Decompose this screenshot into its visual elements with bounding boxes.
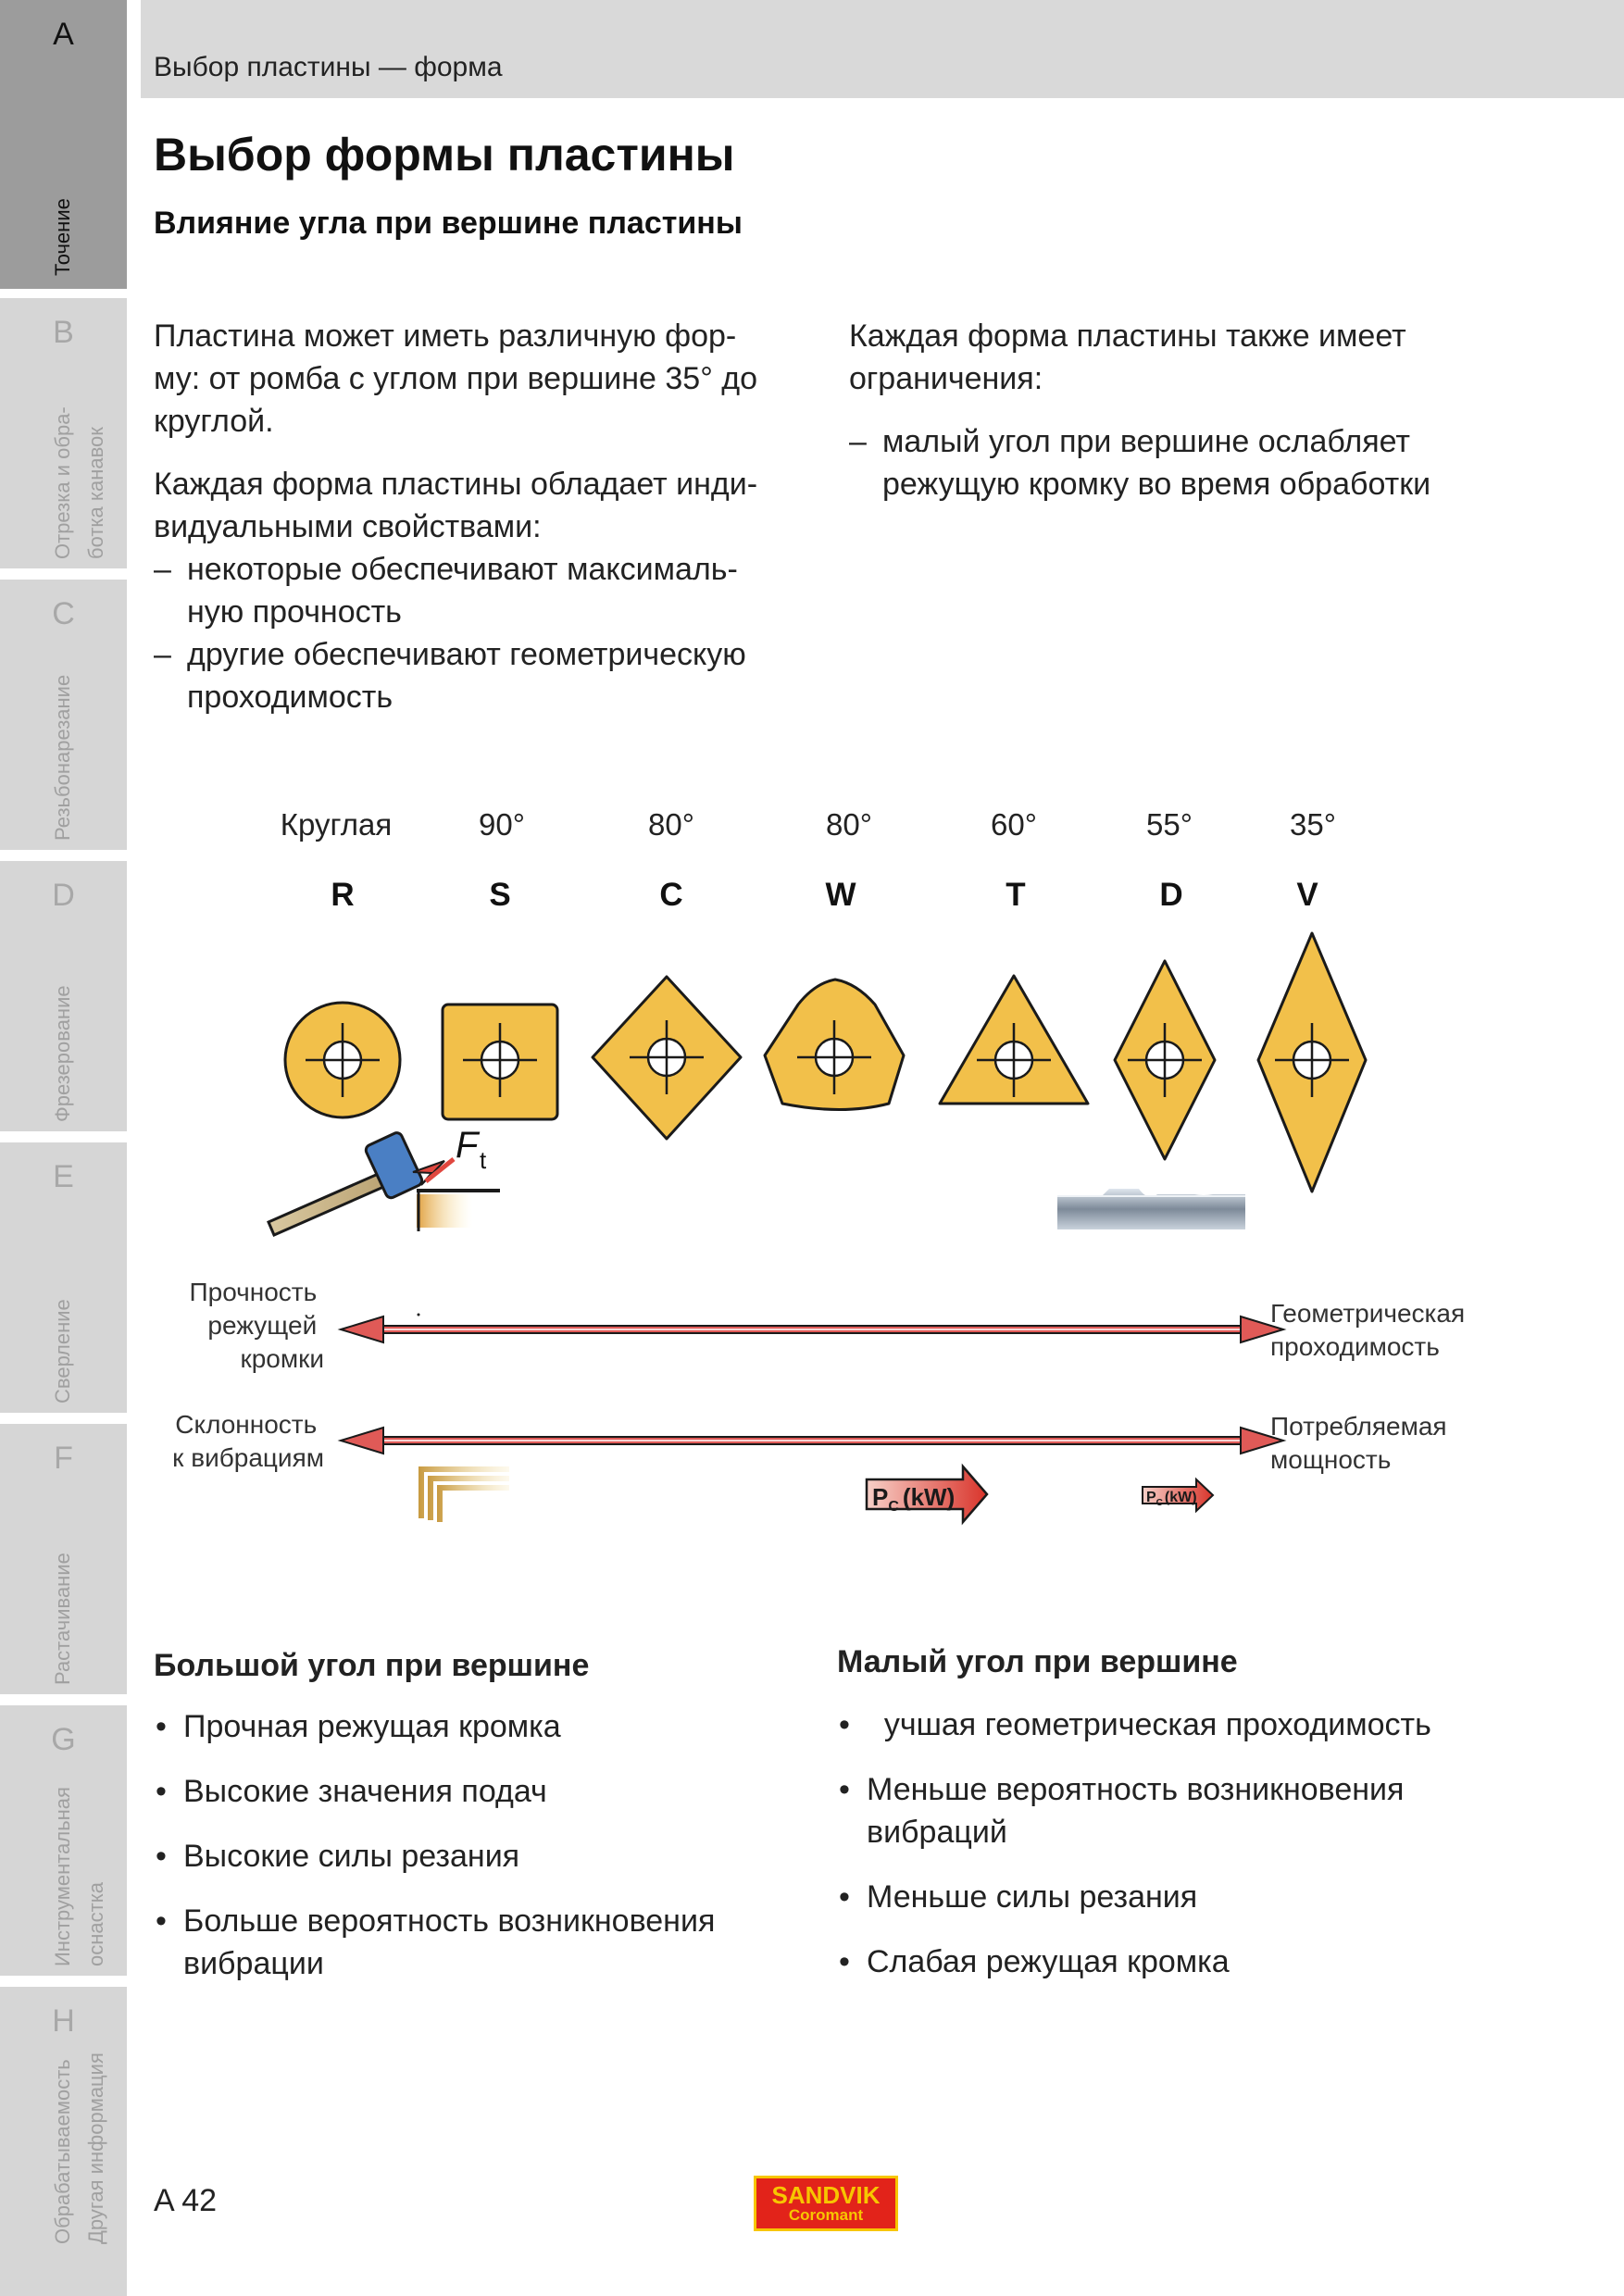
tab-letter: D [52,878,75,913]
shape-code-label: S [489,877,511,913]
large-angle-list [154,1705,802,2007]
dash-list-item: – другие обеспечивают геометрическую проходимость [154,633,820,718]
shape-code-label: D [1159,877,1183,913]
shape-angle-label: 90° [479,807,525,842]
shape-angle-label: 35° [1290,807,1336,842]
tab-letter: A [53,17,74,52]
intro-paragraph: Пластина может иметь различную фор- му: от ромба с углом при вершине 35° до круглой. [154,318,758,439]
tab-label: Резьбонарезание [51,674,74,841]
dash-list-item: – малый угол при вершине ослабляет режущую кромку во время обработки [849,420,1516,505]
list-item: • Высокие силы резания [154,1835,802,1878]
shape-code-label: R [331,877,355,913]
shaft-illustration [1057,1189,1245,1229]
sidebar-tab-g[interactable] [0,1705,127,1976]
vibration-vs-power-arrow [341,1428,1283,1454]
small-angle-list [837,1703,1522,2005]
sidebar-tab-c[interactable] [0,580,127,850]
list-item: • Слабая режущая кромка [837,1940,1522,1983]
shape-code-label: W [825,877,856,913]
intro-right-column [849,315,1516,505]
chapter-sidebar [0,0,127,2296]
force-subscript: t [480,1146,487,1174]
intro-paragraph: Каждая форма пластины также имеет ограничения: [849,318,1406,396]
svg-text:PC(kW): $P_C$ (kW) [1146,1490,1197,1508]
sidebar-tab-b[interactable] [0,298,127,568]
list-item: • Прочная режущая кромка [154,1705,802,1748]
list-item: • учшая геометрическая проходимость [837,1703,1522,1746]
list-item: • Меньше силы резания [837,1876,1522,1918]
hammer-illustration [269,1125,500,1235]
insert-shape-diagram [139,778,1528,1537]
shape-angle-label: 80° [648,807,694,842]
list-item: • Больше вероятность возникновения вибрации [154,1900,802,1985]
sidebar-tab-h[interactable] [0,1987,127,2296]
tab-label: Обрабатываемость Другая информация [51,2053,107,2244]
power-arrow-large [867,1466,987,1522]
intro-paragraph: Каждая форма пластины обладает инди- видуальными свойствами: [154,467,758,544]
tab-label: Точение [51,198,74,276]
tab-letter: G [51,1722,76,1757]
svg-text:PC(kW): $P_C$ (kW) [872,1483,956,1515]
vibration-chip-illustration [418,1466,509,1522]
arrow-label-power: Потребляемая мощность [1270,1412,1447,1474]
sidebar-tab-f[interactable] [0,1424,127,1694]
header-band [141,0,1624,98]
shape-code-label: T [1006,877,1026,913]
page-number: A 42 [154,2183,218,2218]
dash-list-item: – некоторые обеспечивают максималь- ную прочность [154,548,820,633]
shape-code-label: C [659,877,683,913]
shape-angle-label: Круглая [280,807,393,842]
arrow-label-strength: Прочность режущей кромки [189,1278,324,1373]
tab-label: Инструментальная оснастка [51,1787,107,1966]
tab-letter: H [52,2003,75,2039]
sidebar-tab-e[interactable] [0,1142,127,1413]
breadcrumb: Выбор пластины — форма [154,52,503,82]
force-label: F [456,1125,479,1166]
tab-letter: C [52,596,75,631]
power-arrow-small [1143,1479,1213,1511]
shape-angle-label: 60° [991,807,1037,842]
tab-label: Фрезерование [51,985,74,1122]
intro-left-column [154,315,820,718]
tab-letter: F [54,1441,73,1476]
list-item: • Высокие значения подач [154,1770,802,1813]
tab-letter: B [53,315,74,350]
tab-letter: E [53,1159,74,1194]
tab-label: Отрезка и обра- ботка канавок [51,406,107,559]
list-item: • Меньше вероятность возникновения вибраций [837,1768,1522,1853]
small-angle-heading: Малый угол при вершине [837,1644,1238,1679]
large-angle-heading: Большой угол при вершине [154,1648,590,1683]
shape-angle-label: 55° [1146,807,1193,842]
arrow-label-accessibility: Геометрическая проходимость [1270,1299,1466,1361]
shape-code-label: V [1296,877,1318,913]
shape-angle-label: 80° [826,807,872,842]
sandvik-coromant-logo: SANDVIK Coromant [754,2176,898,2231]
page-title: Выбор формы пластины [154,129,735,181]
page-subtitle: Влияние угла при вершине пластины [154,206,743,241]
sidebar-tab-d[interactable] [0,861,127,1131]
arrow-label-vibration: Склонность к вибрациям [172,1410,324,1472]
strength-vs-accessibility-arrow [341,1314,1283,1343]
tab-label: Сверление [51,1299,74,1404]
tab-label: Растачивание [51,1553,74,1685]
sidebar-tab-a[interactable] [0,0,127,289]
